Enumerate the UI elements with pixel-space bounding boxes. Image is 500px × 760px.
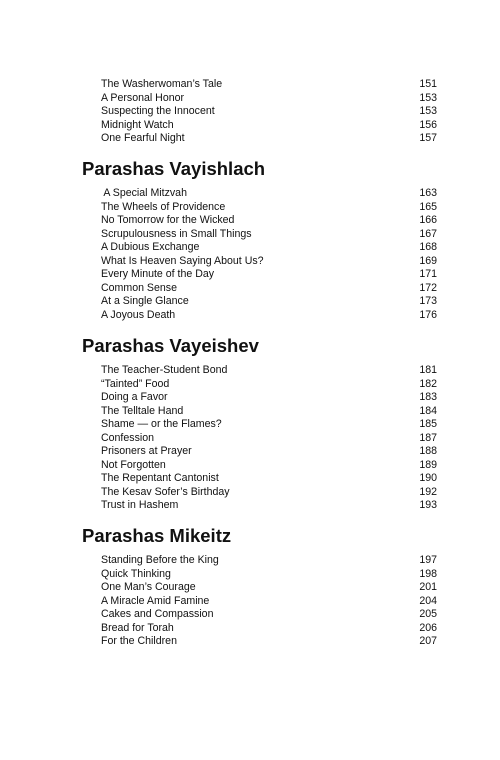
toc-entry: [101, 255, 437, 269]
entry-title: A Dubious Exchange: [101, 241, 200, 253]
entry-page-number: 204: [419, 594, 437, 607]
entry-title: The Washerwoman’s Tale: [101, 78, 223, 90]
toc-entry: [101, 608, 437, 622]
entry-title: A Special Mitzvah: [101, 187, 187, 199]
toc-entry: [101, 472, 437, 486]
toc-entry: [101, 309, 437, 323]
entry-page-number: 198: [419, 567, 437, 580]
entry-title: No Tomorrow for the Wicked: [101, 214, 235, 226]
entry-page-number: 168: [419, 241, 437, 253]
entry-title: Trust in Hashem: [101, 499, 179, 511]
toc-entry: [101, 568, 437, 582]
toc-entry: [101, 268, 437, 282]
entry-title: One Fearful Night: [101, 132, 185, 144]
entry-title: The Wheels of Providence: [101, 200, 226, 213]
entry-page-number: 207: [419, 635, 437, 647]
toc-entry: [101, 364, 437, 378]
entry-page-number: 206: [419, 621, 437, 634]
entry-page-number: 172: [419, 281, 437, 294]
toc-entry: [101, 418, 437, 432]
entry-title: The Telltale Hand: [101, 404, 184, 417]
entry-page-number: 189: [419, 458, 437, 471]
entry-title: Quick Thinking: [101, 567, 171, 580]
entry-title: Prisoners at Prayer: [101, 445, 192, 457]
entry-title: Suspecting the Innocent: [101, 105, 215, 117]
toc-entry: [101, 635, 437, 649]
toc-entry: [101, 105, 437, 119]
entry-title: A Personal Honor: [101, 91, 185, 104]
toc-entry: [101, 499, 437, 513]
toc-entry: [101, 581, 437, 595]
entry-page-number: 176: [419, 308, 437, 321]
entry-page-number: 153: [419, 105, 437, 117]
entry-title: Doing a Favor: [101, 391, 168, 403]
entry-page-number: 183: [419, 391, 437, 403]
toc-entry: [101, 432, 437, 446]
toc-entry: [101, 622, 437, 636]
entry-title: Confession: [101, 431, 154, 444]
entry-title: The Repentant Cantonist: [101, 472, 219, 484]
toc-entry: [101, 132, 437, 146]
entry-title: A Joyous Death: [101, 308, 176, 321]
entry-title: Bread for Torah: [101, 621, 174, 634]
section-heading: Parashas Mikeitz: [82, 525, 232, 546]
toc-entry: [101, 92, 437, 106]
entry-page-number: 193: [419, 499, 437, 511]
entry-title: Cakes and Compassion: [101, 608, 214, 620]
entry-title: Shame — or the Flames?: [101, 418, 222, 430]
entry-page-number: 185: [419, 418, 437, 430]
entry-page-number: 167: [419, 227, 437, 240]
toc-entry: [101, 295, 437, 309]
entry-page-number: 153: [419, 91, 437, 104]
entry-page-number: 205: [419, 608, 437, 620]
entry-page-number: 151: [419, 78, 437, 90]
toc-entry: [101, 554, 437, 568]
entry-page-number: 156: [419, 118, 437, 131]
toc-entry: [101, 187, 437, 201]
entry-title: One Man’s Courage: [101, 581, 196, 593]
toc-entry: [101, 405, 437, 419]
entry-title: What Is Heaven Saying About Us?: [101, 254, 264, 267]
entry-page-number: 187: [419, 431, 437, 444]
toc-entry: [101, 228, 437, 242]
entry-page-number: 192: [419, 485, 437, 498]
toc-entry: [101, 391, 437, 405]
entry-page-number: 182: [419, 377, 437, 390]
entry-page-number: 197: [419, 554, 437, 566]
entry-page-number: 166: [419, 214, 437, 226]
entry-title: Common Sense: [101, 281, 177, 294]
section-heading: Parashas Vayishlach: [82, 158, 266, 179]
entry-page-number: 157: [419, 132, 437, 144]
entry-page-number: 173: [419, 295, 437, 307]
toc-entry: [101, 282, 437, 296]
entry-title: The Teacher-Student Bond: [101, 364, 228, 376]
toc-entry: [101, 486, 437, 500]
toc-entry: [101, 119, 437, 133]
entry-title: At a Single Glance: [101, 295, 189, 307]
toc-entry: [101, 214, 437, 228]
toc-entry: [101, 201, 437, 215]
entry-title: Standing Before the King: [101, 554, 219, 566]
entry-title: A Miracle Amid Famine: [101, 594, 210, 607]
entry-page-number: 190: [419, 472, 437, 484]
toc-entry: [101, 378, 437, 392]
entry-title: Midnight Watch: [101, 118, 174, 131]
entry-page-number: 201: [419, 581, 437, 593]
entry-page-number: 181: [419, 364, 437, 376]
entry-title: “Tainted” Food: [101, 377, 170, 390]
toc-entry: [101, 445, 437, 459]
entry-page-number: 188: [419, 445, 437, 457]
entry-title: For the Children: [101, 635, 177, 647]
toc-entry: [101, 78, 437, 92]
entry-page-number: 163: [419, 187, 437, 199]
toc-entry: [101, 595, 437, 609]
entry-page-number: 169: [419, 254, 437, 267]
entry-page-number: 171: [419, 268, 437, 280]
entry-title: Scrupulousness in Small Things: [101, 227, 252, 240]
entry-page-number: 184: [419, 404, 437, 417]
entry-title: Not Forgotten: [101, 458, 166, 471]
toc-entry: [101, 241, 437, 255]
entry-page-number: 165: [419, 200, 437, 213]
entry-title: Every Minute of the Day: [101, 268, 215, 280]
entry-title: The Kesav Sofer’s Birthday: [101, 485, 230, 498]
section-heading: Parashas Vayeishev: [82, 335, 259, 356]
toc-entry: [101, 459, 437, 473]
